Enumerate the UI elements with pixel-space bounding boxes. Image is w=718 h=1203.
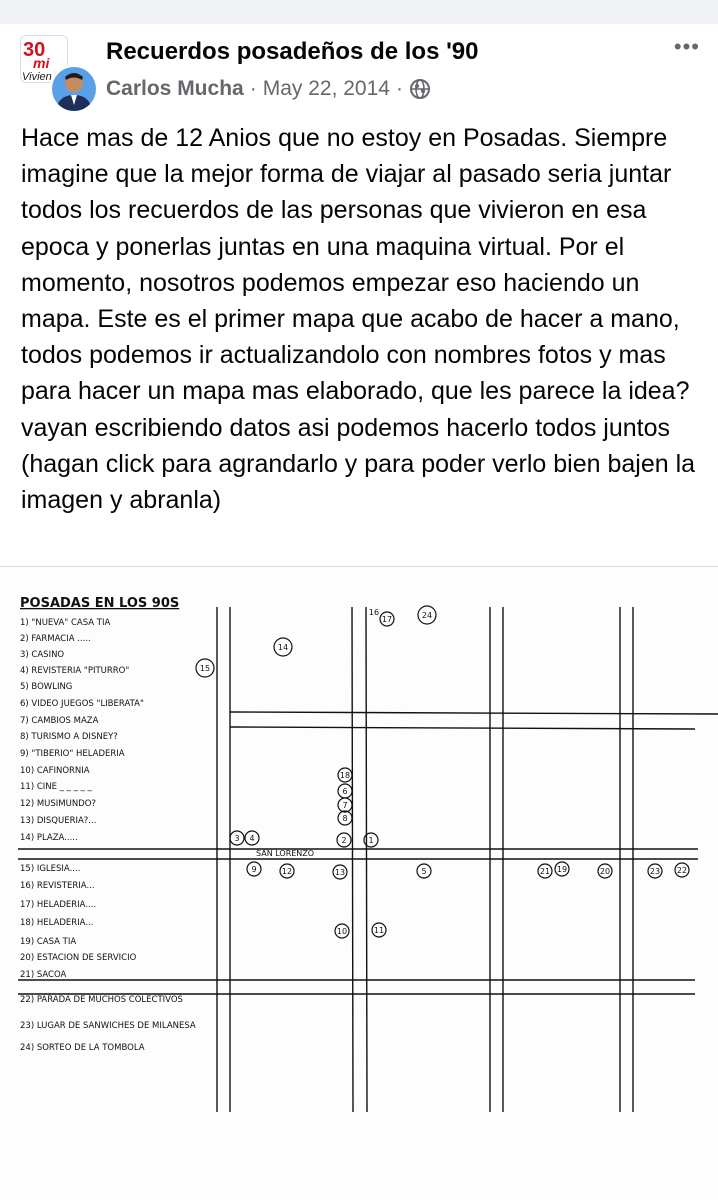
svg-text:23: 23 — [649, 867, 661, 876]
post-message: Hace mas de 12 Anios que no estoy en Posadas. Siempre imagine que la mejor forma de viajar al pasado seria juntar todos los recuerdos de las personas que vivieron en esa epoca y ponerlas juntas en una maquina virtual. Por el momento, nosotros podemos empezar eso haciendo un mapa. Este es el primer mapa que acabo de hacer a mano, todos podemos ir actualizandolo con nombres fotos y mas para hacer un mapa mas elaborado, que les parece la idea? vayan escribiendo datos asi podemos hacerlo todos juntos (hagan click para agrandarlo y para poder verlo bien bajen la imagen y abranla) — [21, 124, 696, 515]
map-marker — [280, 864, 294, 878]
map-marker — [333, 865, 347, 879]
globe-icon[interactable] — [409, 78, 431, 100]
legend-item: 10) CAFINORNIA — [20, 766, 90, 776]
svg-text:14: 14 — [277, 643, 289, 652]
svg-text:19: 19 — [556, 865, 568, 874]
map-marker — [675, 863, 689, 877]
group-name-link[interactable]: Recuerdos posadeños de los '90 — [106, 38, 479, 65]
post-header — [0, 24, 718, 112]
author-photo-icon — [52, 67, 96, 111]
svg-text:3: 3 — [234, 834, 240, 843]
svg-text:8: 8 — [342, 814, 348, 823]
legend-item: 2) FARMACIA ..... — [20, 634, 91, 644]
svg-text:1: 1 — [368, 836, 374, 845]
map-marker — [648, 864, 662, 878]
svg-text:6: 6 — [342, 787, 348, 796]
legend-item: 23) LUGAR DE SANWICHES DE MILANESA — [20, 1021, 196, 1031]
svg-text:mi: mi — [33, 55, 50, 71]
svg-text:20: 20 — [599, 867, 611, 876]
map-marker — [598, 864, 612, 878]
svg-text:16: 16 — [368, 608, 380, 617]
svg-text:9: 9 — [251, 865, 257, 874]
svg-text:15: 15 — [199, 664, 211, 673]
legend-item: 20) ESTACION DE SERVICIO — [20, 953, 137, 963]
legend-item: 4) REVISTERIA "PITURRO" — [20, 666, 130, 676]
svg-text:10: 10 — [336, 927, 348, 936]
legend-item: 22) PARADA DE MUCHOS COLECTIVOS — [20, 995, 183, 1005]
hand-drawn-map — [0, 567, 718, 1198]
map-marker — [555, 862, 569, 876]
legend-item: 12) MUSIMUNDO? — [20, 799, 96, 809]
legend-item: 18) HELADERIA... — [20, 918, 94, 928]
legend-item: 15) IGLESIA.... — [20, 864, 81, 874]
legend-item: 19) CASA TIA — [20, 937, 77, 947]
meta-separator: · — [249, 77, 257, 100]
legend-item: 14) PLAZA..... — [20, 833, 78, 843]
svg-text:21: 21 — [539, 867, 551, 876]
map-marker — [369, 608, 379, 617]
legend-item: 16) REVISTERIA... — [20, 881, 95, 891]
legend-item: 5) BOWLING — [20, 682, 73, 692]
post-photo[interactable] — [0, 567, 718, 1198]
svg-text:17: 17 — [381, 615, 393, 624]
post-meta — [106, 77, 431, 101]
author-name-link[interactable]: Carlos Mucha — [106, 77, 244, 100]
map-marker — [538, 864, 552, 878]
svg-text:22: 22 — [676, 866, 688, 875]
author-avatar[interactable] — [50, 65, 98, 113]
map-marker — [380, 612, 394, 626]
map-marker — [372, 923, 386, 937]
more-options-button[interactable]: ••• — [673, 34, 700, 59]
legend-item: 11) CINE _ _ _ _ _ — [20, 782, 92, 792]
svg-text:13: 13 — [334, 868, 346, 877]
map-title: POSADAS EN LOS 90S — [20, 596, 180, 611]
svg-text:12: 12 — [281, 867, 293, 876]
map-marker — [335, 924, 349, 938]
legend-item: 6) VIDEO JUEGOS "LIBERATA" — [20, 699, 144, 709]
legend-item: 24) SORTEO DE LA TOMBOLA — [20, 1043, 145, 1053]
top-strip — [0, 0, 718, 24]
map-marker — [338, 768, 352, 782]
legend-item: 8) TURISMO A DISNEY? — [20, 732, 118, 742]
svg-text:11: 11 — [373, 926, 385, 935]
svg-text:2: 2 — [341, 836, 347, 845]
svg-text:4: 4 — [249, 834, 255, 843]
svg-text:24: 24 — [421, 611, 433, 620]
post-date-link[interactable]: May 22, 2014 — [262, 77, 390, 100]
legend-item: 7) CAMBIOS MAZA — [20, 716, 99, 726]
svg-text:Vivien: Vivien — [22, 71, 52, 82]
svg-text:7: 7 — [342, 801, 348, 810]
svg-text:5: 5 — [421, 867, 427, 876]
street-label: SAN LORENZO — [256, 849, 315, 858]
legend-item: 13) DISQUERIA?... — [20, 816, 97, 826]
legend-item: 21) SACOA — [20, 970, 67, 980]
legend-item: 9) "TIBERIO" HELADERIA — [20, 749, 125, 759]
svg-text:30: 30 — [23, 39, 46, 61]
svg-text:18: 18 — [339, 771, 351, 780]
legend-item: 17) HELADERIA.... — [20, 900, 97, 910]
legend-item: 3) CASINO — [20, 650, 65, 660]
post-text — [21, 120, 697, 518]
legend-item: 1) "NUEVA" CASA TIA — [20, 618, 111, 628]
meta-separator: · — [395, 77, 403, 100]
